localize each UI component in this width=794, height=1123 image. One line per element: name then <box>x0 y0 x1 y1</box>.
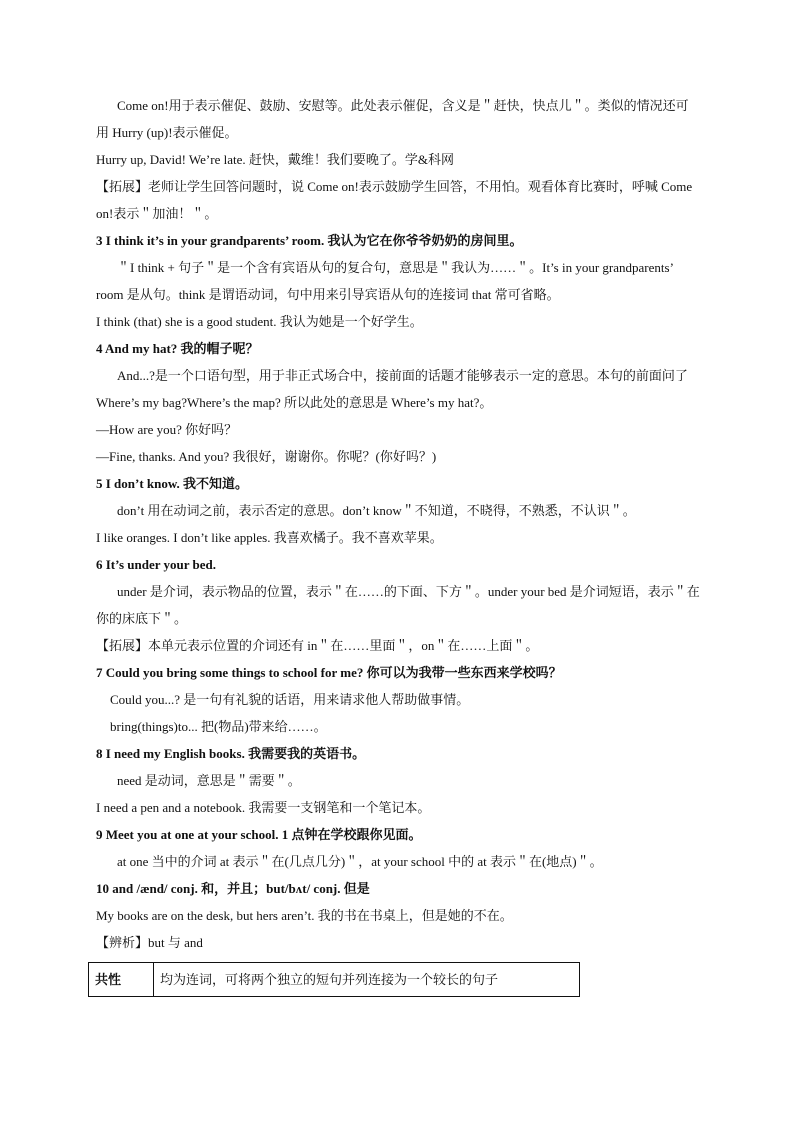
example-sentence: —Fine, thanks. And you? 我很好，谢谢你。你呢？(你好吗？) <box>96 449 437 464</box>
section-heading-9: 9 Meet you at one at your school. 1 点钟在学校跟你见面。 <box>96 827 422 842</box>
example-sentence: Hurry up, David! We’re late. 赶快，戴维！我们要晚了。学&科网 <box>96 152 454 167</box>
paragraph: at one 当中的介词 at 表示＂在(几点几分)＂，at your school 中的 at 表示＂在(地点)＂。 <box>117 854 603 869</box>
table-cell-value: 均为连词，可将两个独立的短句并列连接为一个较长的句子 <box>154 963 580 997</box>
paragraph: under 是介词，表示物品的位置，表示＂在……的下面、下方＂。under your bed 是介词短语，表示＂在你的床底下＂。 <box>96 584 700 626</box>
example-sentence: I need a pen and a notebook. 我需要一支钢笔和一个笔记本。 <box>96 800 431 815</box>
example-sentence: —How are you? 你好吗？ <box>96 422 238 437</box>
table-cell-key: 共性 <box>89 963 154 997</box>
paragraph: don’t 用在动词之前，表示否定的意思。don’t know＂不知道，不晓得，不熟悉，不认识＂。 <box>117 503 636 518</box>
section-heading-5: 5 I don’t know. 我不知道。 <box>96 476 249 491</box>
section-heading-10: 10 and /ænd/ conj. 和，并且；but/bʌt/ conj. 但是 <box>96 881 370 896</box>
section-heading-8: 8 I need my English books. 我需要我的英语书。 <box>96 746 366 761</box>
extension-note: 【拓展】老师让学生回答问题时，说 Come on!表示鼓励学生回答，不用怕。观看体育比赛时，呼喊 Come on!表示＂加油！＂。 <box>96 179 693 221</box>
table-row <box>89 963 580 997</box>
paragraph: need 是动词，意思是＂需要＂。 <box>117 773 301 788</box>
example-sentence: I think (that) she is a good student. 我认为她是一个好学生。 <box>96 314 423 329</box>
paragraph: bring(things)to... 把(物品)带来给……。 <box>110 719 327 734</box>
paragraph: Come on!用于表示催促、鼓励、安慰等。此处表示催促，含义是＂赶快，快点儿＂。类似的情况还可用 Hurry (up)!表示催促。 <box>96 98 689 140</box>
example-sentence: My books are on the desk, but hers aren’t. 我的书在书桌上，但是她的不在。 <box>96 908 513 923</box>
comparison-table <box>88 962 580 997</box>
section-heading-4: 4 And my hat? 我的帽子呢？ <box>96 341 259 356</box>
paragraph: ＂I think + 句子＂是一个含有宾语从句的复合句，意思是＂我认为……＂。It’s in your grandparents’ room 是从句。think 是谓语动词，句中用来引导宾语从句的连接词 that 常可省略。 <box>96 260 673 302</box>
example-sentence: I like oranges. I don’t like apples. 我喜欢橘子。我不喜欢苹果。 <box>96 530 443 545</box>
paragraph: Could you...? 是一句有礼貌的话语，用来请求他人帮助做事情。 <box>110 692 470 707</box>
section-heading-7: 7 Could you bring some things to school for me? 你可以为我带一些东西来学校吗？ <box>96 665 562 680</box>
section-heading-6: 6 It’s under your bed. <box>96 557 217 572</box>
section-heading-3: 3 I think it’s in your grandparents’ room. 我认为它在你爷爷奶奶的房间里。 <box>96 233 523 248</box>
document-page <box>96 92 700 997</box>
comparison-label: 【辨析】but 与 and <box>96 935 203 950</box>
paragraph: And...?是一个口语句型，用于非正式场合中，接前面的话题才能够表示一定的意思。本句的前面问了 Where’s my bag?Where’s the map? 所以此处的意思是 Where’s my hat?。 <box>96 368 688 410</box>
extension-note: 【拓展】本单元表示位置的介词还有 in＂在……里面＂，on＂在……上面＂。 <box>96 638 539 653</box>
